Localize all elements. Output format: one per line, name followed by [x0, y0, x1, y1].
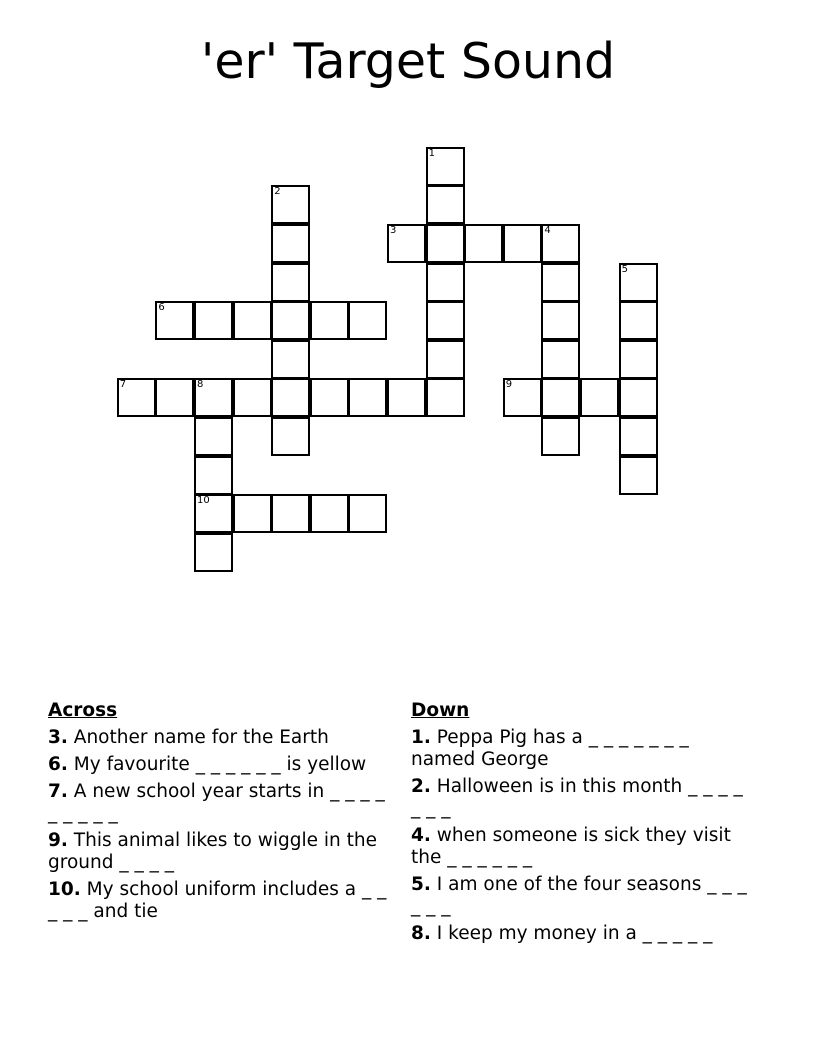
- grid-cell[interactable]: [541, 301, 580, 340]
- down-heading: Down: [411, 700, 470, 721]
- clue-number: 8.: [411, 923, 431, 944]
- grid-cell[interactable]: [271, 494, 310, 533]
- clue-number: 6.: [48, 754, 68, 775]
- clue-number-label: 5: [621, 263, 628, 275]
- clue-number: 3.: [48, 727, 68, 748]
- down-clue-5: [411, 874, 756, 918]
- page-title: 'er' Target Sound: [200, 33, 616, 90]
- grid-cell[interactable]: [117, 378, 156, 417]
- across-clue-9: [48, 830, 398, 874]
- grid-cell[interactable]: [271, 340, 310, 379]
- grid-cell[interactable]: [619, 378, 658, 417]
- grid-cell[interactable]: [426, 340, 465, 379]
- clue-number-label: 3: [390, 225, 397, 236]
- across-heading: Across: [48, 700, 118, 721]
- clue-text: I keep my money in a _ _ _ _ _: [436, 923, 713, 944]
- grid-cell[interactable]: [155, 301, 194, 340]
- clue-text: when someone is sick they visit the _ _ _ _ _ _: [411, 825, 731, 868]
- grid-cell[interactable]: [348, 378, 387, 417]
- clue-text: Peppa Pig has a _ _ _ _ _ _ _ named George: [411, 727, 689, 770]
- grid-cell[interactable]: [348, 301, 387, 340]
- clue-number-label: 10: [197, 495, 210, 507]
- grid-cell[interactable]: [619, 301, 658, 340]
- grid-cell[interactable]: [541, 378, 580, 417]
- down-clue-2: [411, 776, 756, 820]
- grid-cell[interactable]: [580, 378, 619, 417]
- grid-cell[interactable]: [348, 494, 387, 533]
- grid-cell[interactable]: [619, 263, 658, 302]
- grid-cell[interactable]: [541, 340, 580, 379]
- grid-cell[interactable]: [271, 417, 310, 456]
- grid-cell[interactable]: [194, 301, 233, 340]
- across-clue-7: [48, 781, 398, 825]
- grid-cell[interactable]: [271, 263, 310, 302]
- grid-cell[interactable]: [194, 417, 233, 456]
- clue-number-label: 2: [274, 186, 281, 198]
- grid-cell[interactable]: [310, 378, 349, 417]
- clue-number: 10.: [48, 879, 81, 900]
- down-clue-8: [411, 923, 756, 945]
- grid-cell[interactable]: [194, 456, 233, 495]
- clue-number-label: 6: [158, 302, 165, 314]
- grid-cell[interactable]: [271, 185, 310, 224]
- grid-cell[interactable]: [155, 378, 194, 417]
- clue-number: 1.: [411, 727, 431, 748]
- clue-text: Halloween is in this month _ _ _ _ _ _ _: [411, 776, 743, 819]
- down-clue-4: [411, 825, 756, 869]
- grid-cell[interactable]: [387, 224, 426, 263]
- across-clue-3: [48, 727, 398, 749]
- clue-text: Another name for the Earth: [73, 727, 329, 748]
- grid-cell[interactable]: [426, 185, 465, 224]
- clue-number-label: 1: [428, 147, 435, 159]
- grid-cell[interactable]: [426, 147, 465, 186]
- clue-number: 7.: [48, 781, 68, 802]
- grid-cell[interactable]: [233, 378, 272, 417]
- grid-cell[interactable]: [464, 224, 503, 263]
- clue-number: 9.: [48, 830, 68, 851]
- grid-cell[interactable]: [619, 340, 658, 379]
- grid-cell[interactable]: [426, 301, 465, 340]
- grid-cell[interactable]: [233, 301, 272, 340]
- down-clue-1: [411, 727, 756, 771]
- clue-text: My school uniform includes a _ _ _ _ _ and tie: [48, 879, 387, 922]
- clue-number-label: 7: [119, 379, 127, 391]
- grid-cell[interactable]: [426, 224, 465, 263]
- clue-text: A new school year starts in _ _ _ _ _ _ _ _ _: [48, 781, 385, 824]
- grid-cell[interactable]: [271, 378, 310, 417]
- clue-number-label: 8: [197, 379, 204, 391]
- grid-cell[interactable]: [194, 378, 233, 417]
- clue-number-label: 4: [544, 225, 551, 236]
- across-clues: [48, 700, 398, 928]
- down-clues: [411, 700, 756, 950]
- grid-cell[interactable]: [233, 494, 272, 533]
- clue-number-label: 9: [505, 379, 513, 391]
- grid-cell[interactable]: [271, 224, 310, 263]
- grid-cell[interactable]: [310, 301, 349, 340]
- grid-cell[interactable]: [271, 301, 310, 340]
- across-clue-6: [48, 754, 398, 776]
- grid-cell[interactable]: [426, 378, 465, 417]
- grid-cell[interactable]: [194, 533, 233, 572]
- grid-cell[interactable]: [426, 263, 465, 302]
- clue-text: I am one of the four seasons _ _ _ _ _ _: [411, 874, 747, 917]
- clue-text: My favourite _ _ _ _ _ _ is yellow: [73, 754, 367, 775]
- grid-cell[interactable]: [541, 224, 580, 263]
- grid-cell[interactable]: [541, 263, 580, 302]
- grid-cell[interactable]: [387, 378, 426, 417]
- clue-number: 2.: [411, 776, 431, 797]
- grid-cell[interactable]: [503, 224, 542, 263]
- grid-cell[interactable]: [503, 378, 542, 417]
- grid-cell[interactable]: [619, 417, 658, 456]
- clue-number: 5.: [411, 874, 431, 895]
- across-clue-10: [48, 879, 398, 923]
- grid-cell[interactable]: [310, 494, 349, 533]
- grid-cell[interactable]: [619, 456, 658, 495]
- grid-cell[interactable]: [541, 417, 580, 456]
- clue-number: 4.: [411, 825, 431, 846]
- grid-cell[interactable]: [194, 494, 233, 533]
- clue-text: This animal likes to wiggle in the ground _ _ _ _: [48, 830, 378, 873]
